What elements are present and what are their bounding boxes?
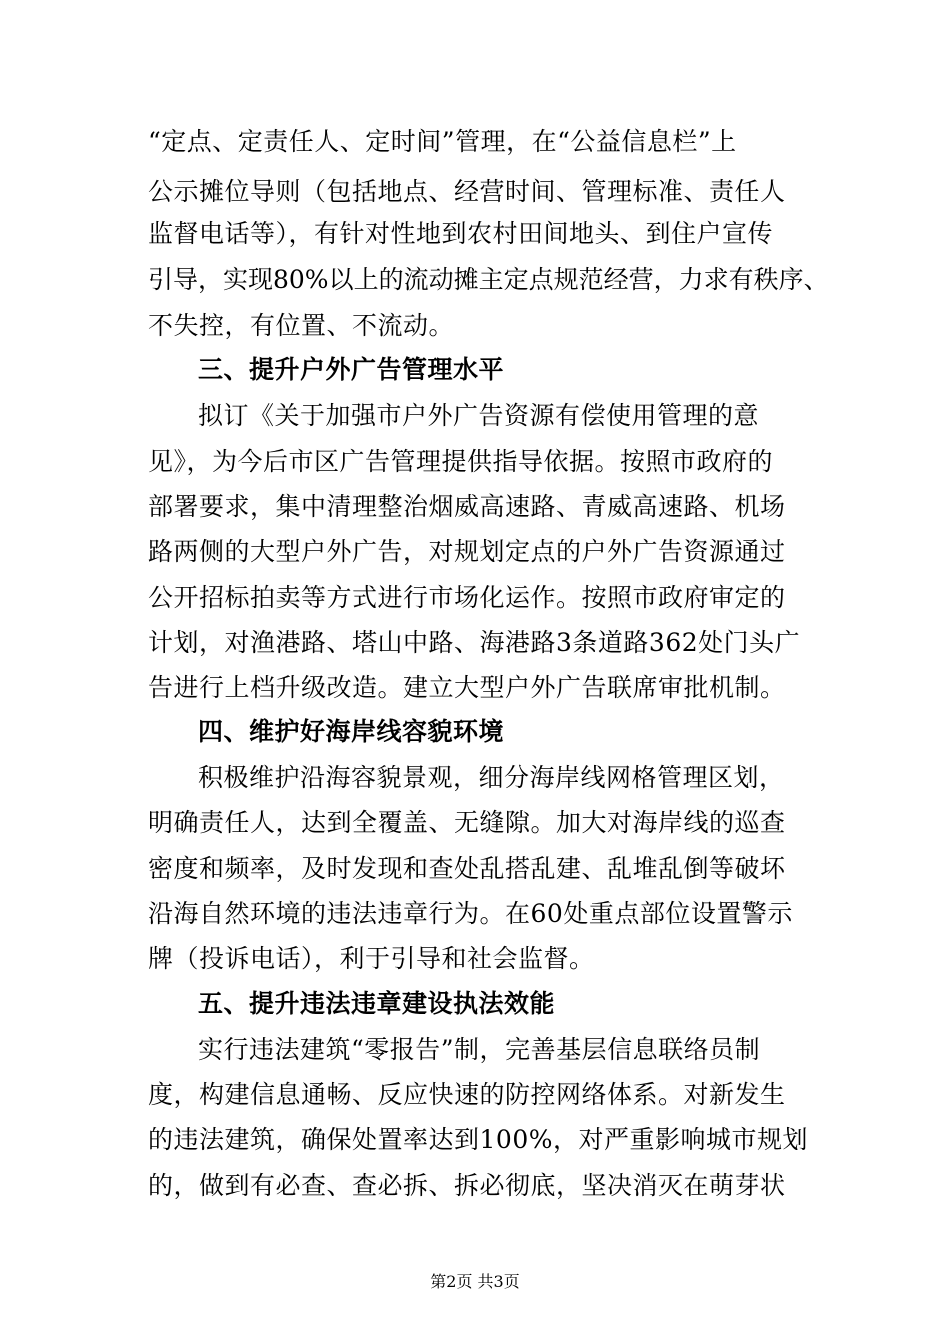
- body-text-line: 监督电话等），有针对性地到农村田间地头、到住户宣传: [148, 219, 774, 248]
- body-text-line: 公示摊位导则（包括地点、经营时间、管理标准、责任人: [148, 177, 786, 206]
- body-text-line: 引导，实现80%以上的流动摊主定点规范经营，力求有秩序、: [148, 265, 829, 294]
- body-text-line: 的，做到有必查、查必拆、拆必彻底，坚决消灭在萌芽状: [148, 1171, 786, 1200]
- body-text-line: 密度和频率，及时发现和查处乱搭乱建、乱堆乱倒等破坏: [148, 854, 786, 883]
- section-heading-5: 五、提升违法违章建设执法效能: [198, 989, 556, 1018]
- body-text-line: 拟订《关于加强市户外广告资源有偿使用管理的意: [198, 401, 760, 430]
- body-text-line: 实行违法建筑“零报告”制，完善基层信息联络员制: [198, 1035, 761, 1064]
- body-text-line: 积极维护沿海容貌景观，细分海岸线网格管理区划，: [198, 763, 785, 792]
- body-text-line: 沿海自然环境的违法违章行为。在60处重点部位设置警示: [148, 899, 793, 928]
- body-text-line: 度，构建信息通畅、反应快速的防控网络体系。对新发生: [148, 1080, 786, 1109]
- body-text-line: 路两侧的大型户外广告，对规划定点的户外广告资源通过: [148, 537, 786, 566]
- section-heading-3: 三、提升户外广告管理水平: [198, 355, 505, 384]
- page-number-footer: 第2页 共3页: [430, 1272, 520, 1291]
- body-text-line: “定点、定责任人、定时间”管理，在“公益信息栏”上: [148, 127, 737, 156]
- body-text-line: 明确责任人，达到全覆盖、无缝隙。加大对海岸线的巡查: [148, 808, 786, 837]
- section-heading-4: 四、维护好海岸线容貌环境: [198, 717, 505, 746]
- body-text-line: 见》，为今后市区广告管理提供指导依据。按照市政府的: [148, 447, 774, 476]
- body-text-line: 不失控，有位置、不流动。: [148, 311, 455, 340]
- body-text-line: 计划，对渔港路、塔山中路、海港路3条道路362处门头广: [148, 628, 801, 657]
- body-text-line: 的违法建筑，确保处置率达到100%，对严重影响城市规划: [148, 1125, 808, 1154]
- body-text-line: 告进行上档升级改造。建立大型户外广告联席审批机制。: [148, 673, 786, 702]
- body-text-line: 公开招标拍卖等方式进行市场化运作。按照市政府审定的: [148, 583, 786, 612]
- body-text-line: 牌（投诉电话），利于引导和社会监督。: [148, 944, 595, 973]
- body-text-line: 部署要求，集中清理整治烟威高速路、青威高速路、机场: [148, 492, 786, 521]
